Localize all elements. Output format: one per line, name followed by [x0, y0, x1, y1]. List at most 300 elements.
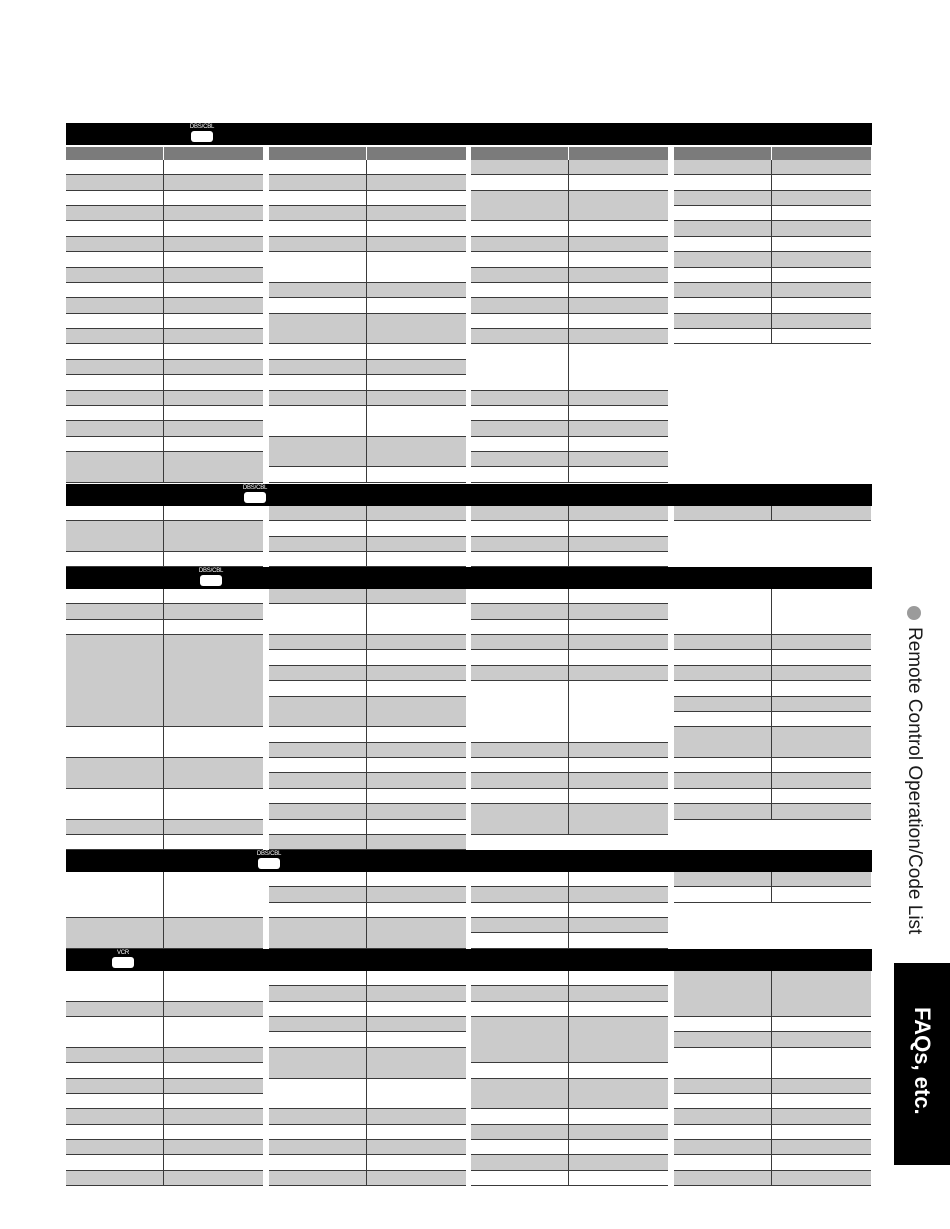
table-cell: [164, 635, 263, 727]
table-row: [269, 589, 466, 604]
table-cell: [269, 191, 367, 206]
table-row: [674, 329, 871, 344]
table-cell: [471, 620, 569, 635]
table-row: [674, 589, 871, 635]
table-cell: [569, 1109, 668, 1125]
table-cell: [269, 298, 367, 314]
table-cell: [674, 1109, 772, 1125]
table-row: [471, 452, 668, 467]
table-cell: [772, 804, 871, 820]
table-row: [674, 872, 871, 887]
table-cell: [367, 1002, 466, 1017]
table-cell: [269, 1125, 367, 1140]
table-cell: [269, 1002, 367, 1017]
table-cell: [66, 437, 164, 452]
table-cell: [164, 237, 263, 252]
dbs-cbl-button-icon: [199, 567, 223, 587]
table-cell: [471, 329, 569, 344]
table-row: [66, 191, 263, 206]
table-row: [674, 727, 871, 758]
table-cell: [471, 789, 569, 804]
table-row: [66, 1155, 263, 1171]
table-row: [674, 252, 871, 268]
table-cell: [66, 221, 164, 237]
table-row: [471, 804, 668, 835]
table-row: [66, 789, 263, 820]
table-row: [471, 437, 668, 452]
table-row: [471, 1155, 668, 1171]
table-row: [269, 697, 466, 727]
table-cell: [164, 360, 263, 375]
table-cell: [471, 681, 569, 743]
table-cell: [269, 635, 367, 650]
table-cell: [772, 635, 871, 650]
button-shape: [258, 858, 280, 869]
button-shape: [191, 131, 213, 142]
table-cell: [66, 589, 164, 604]
table-cell: [772, 221, 871, 237]
table-row: [471, 506, 668, 521]
table-cell: [164, 1140, 263, 1155]
table-cell: [66, 391, 164, 406]
table-cell: [164, 191, 263, 206]
table-cell: [772, 206, 871, 221]
table-cell: [367, 872, 466, 887]
table-cell: [367, 1017, 466, 1032]
table-row: [674, 804, 871, 820]
table-row: [674, 887, 871, 903]
table-cell: [471, 1155, 569, 1171]
table-cell: [772, 283, 871, 298]
table-cell: [569, 971, 668, 986]
table-row: [269, 681, 466, 697]
table-cell: [674, 872, 772, 887]
table-cell: [269, 758, 367, 773]
table-cell: [164, 1017, 263, 1048]
table-cell: [269, 206, 367, 221]
table-cell: [772, 268, 871, 283]
table-cell: [66, 160, 164, 175]
table-cell: [164, 872, 263, 918]
table-row: [471, 918, 668, 933]
table-row: [471, 1002, 668, 1017]
table-row: [471, 650, 668, 666]
table-cell: [674, 160, 772, 175]
table-row: [66, 918, 263, 949]
table-row: [66, 314, 263, 329]
table-row: [269, 789, 466, 804]
table-cell: [569, 437, 668, 452]
table-row: [269, 175, 466, 191]
table-cell: [471, 452, 569, 467]
table-cell: [569, 283, 668, 298]
table-cell: [367, 175, 466, 191]
table-row: [66, 1140, 263, 1155]
table-cell: [772, 773, 871, 789]
table-cell: [772, 1109, 871, 1125]
table-row: [269, 375, 466, 391]
table-row: [471, 887, 668, 903]
table-cell: [674, 237, 772, 252]
table-cell: [569, 1063, 668, 1079]
table-cell: [367, 697, 466, 727]
table-row: [66, 1094, 263, 1109]
table-cell: [367, 666, 466, 681]
table-cell: [367, 221, 466, 237]
table-cell: [367, 406, 466, 437]
button-label: DBS/CBL: [242, 485, 268, 491]
table-row: [674, 635, 871, 650]
table-cell: [367, 758, 466, 773]
table-cell: [367, 298, 466, 314]
table-row: [269, 521, 466, 537]
table-cell: [66, 1079, 164, 1094]
table-cell: [674, 650, 772, 666]
table-cell: [164, 1063, 263, 1079]
table-cell: [772, 971, 871, 1017]
table-cell: [569, 391, 668, 406]
table-row: [269, 537, 466, 552]
table-row: [674, 206, 871, 221]
table-cell: [569, 933, 668, 949]
table-row: [674, 773, 871, 789]
table-row: [66, 298, 263, 314]
table-cell: [269, 175, 367, 191]
table-cell: [66, 1109, 164, 1125]
column-header-cell: [367, 147, 466, 160]
table-row: [269, 971, 466, 986]
table-cell: [674, 773, 772, 789]
table-cell: [471, 918, 569, 933]
table-row: [674, 758, 871, 773]
table-cell: [569, 604, 668, 620]
table-row: [66, 391, 263, 406]
table-cell: [164, 1079, 263, 1094]
column-header: [66, 147, 263, 160]
table-cell: [569, 887, 668, 903]
table-cell: [367, 918, 466, 949]
table-row: [66, 421, 263, 437]
table-cell: [569, 160, 668, 175]
table-cell: [269, 773, 367, 789]
table-cell: [269, 360, 367, 375]
table-cell: [674, 887, 772, 903]
table-cell: [772, 1048, 871, 1079]
table-cell: [674, 506, 772, 521]
table-cell: [269, 650, 367, 666]
table-cell: [471, 666, 569, 681]
table-row: [66, 375, 263, 391]
table-cell: [164, 1155, 263, 1171]
table-row: [66, 437, 263, 452]
table-cell: [66, 314, 164, 329]
table-row: [674, 221, 871, 237]
table-cell: [269, 344, 367, 360]
table-cell: [66, 727, 164, 758]
table-cell: [674, 712, 772, 727]
table-cell: [471, 589, 569, 604]
table-cell: [269, 1079, 367, 1109]
table-cell: [569, 452, 668, 467]
table-cell: [772, 1017, 871, 1032]
table-row: [66, 521, 263, 552]
table-cell: [569, 1171, 668, 1186]
table-cell: [569, 789, 668, 804]
table-cell: [471, 221, 569, 237]
table-row: [269, 887, 466, 903]
table-cell: [269, 506, 367, 521]
table-cell: [66, 971, 164, 1002]
table-cell: [569, 237, 668, 252]
table-cell: [269, 375, 367, 391]
table-cell: [269, 789, 367, 804]
table-row: [674, 681, 871, 697]
table-cell: [569, 1155, 668, 1171]
table-row: [471, 589, 668, 604]
table-cell: [66, 191, 164, 206]
table-cell: [269, 1155, 367, 1171]
section-header-bar: [66, 850, 872, 872]
table-cell: [164, 918, 263, 949]
table-cell: [674, 268, 772, 283]
table-row: [674, 971, 871, 1017]
table-row: [471, 252, 668, 268]
table-cell: [471, 237, 569, 252]
table-cell: [674, 727, 772, 758]
column-header-cell: [164, 147, 263, 160]
table-cell: [471, 903, 569, 918]
table-cell: [674, 1079, 772, 1094]
table-cell: [674, 971, 772, 1017]
table-cell: [569, 467, 668, 483]
table-row: [471, 604, 668, 620]
table-cell: [674, 758, 772, 773]
table-cell: [471, 521, 569, 537]
vcr-button-icon: [111, 949, 135, 969]
table-cell: [367, 1048, 466, 1079]
table-cell: [367, 160, 466, 175]
table-row: [674, 506, 871, 521]
table-row: [66, 727, 263, 758]
table-cell: [772, 252, 871, 268]
table-cell: [269, 971, 367, 986]
table-cell: [269, 237, 367, 252]
table-row: [471, 421, 668, 437]
table-cell: [66, 375, 164, 391]
table-row: [269, 1002, 466, 1017]
column-header-cell: [674, 147, 771, 160]
table-row: [674, 191, 871, 206]
table-cell: [66, 252, 164, 268]
table-cell: [367, 650, 466, 666]
table-cell: [471, 804, 569, 835]
column-header: [674, 147, 871, 160]
table-row: [269, 506, 466, 521]
table-cell: [569, 1017, 668, 1063]
table-cell: [66, 1140, 164, 1155]
table-row: [471, 1125, 668, 1140]
table-row: [269, 206, 466, 221]
table-cell: [569, 314, 668, 329]
table-row: [269, 986, 466, 1002]
table-cell: [772, 1079, 871, 1094]
table-cell: [66, 1094, 164, 1109]
table-cell: [367, 743, 466, 758]
table-row: [471, 1140, 668, 1155]
table-cell: [66, 421, 164, 437]
table-row: [674, 175, 871, 191]
table-cell: [269, 1017, 367, 1032]
table-cell: [269, 406, 367, 437]
table-cell: [66, 835, 164, 850]
table-row: [269, 1032, 466, 1048]
table-row: [471, 635, 668, 650]
table-cell: [269, 872, 367, 887]
table-cell: [367, 391, 466, 406]
table-cell: [269, 589, 367, 604]
table-cell: [674, 1171, 772, 1186]
table-cell: [772, 589, 871, 635]
table-row: [66, 758, 263, 789]
table-cell: [674, 298, 772, 314]
section-header-bar: [66, 484, 872, 506]
table-cell: [569, 252, 668, 268]
table-cell: [471, 537, 569, 552]
table-cell: [164, 391, 263, 406]
table-row: [269, 360, 466, 375]
table-cell: [367, 467, 466, 483]
table-cell: [269, 887, 367, 903]
table-cell: [367, 283, 466, 298]
table-cell: [164, 160, 263, 175]
table-cell: [66, 918, 164, 949]
table-cell: [471, 1079, 569, 1109]
table-row: [66, 221, 263, 237]
table-row: [471, 666, 668, 681]
table-cell: [164, 206, 263, 221]
table-cell: [367, 1140, 466, 1155]
table-cell: [772, 506, 871, 521]
table-cell: [66, 206, 164, 221]
table-cell: [569, 344, 668, 391]
table-cell: [164, 314, 263, 329]
table-cell: [367, 1079, 466, 1109]
table-row: [674, 1155, 871, 1171]
table-cell: [66, 175, 164, 191]
table-row: [471, 283, 668, 298]
table-cell: [471, 1063, 569, 1079]
table-cell: [269, 1109, 367, 1125]
table-cell: [772, 872, 871, 887]
table-cell: [471, 1125, 569, 1140]
table-row: [674, 237, 871, 252]
table-cell: [367, 820, 466, 835]
table-row: [471, 872, 668, 887]
table-row: [66, 552, 263, 567]
table-cell: [269, 681, 367, 697]
table-cell: [367, 789, 466, 804]
table-row: [269, 391, 466, 406]
column-header: [269, 147, 466, 160]
table-cell: [772, 160, 871, 175]
table-row: [66, 283, 263, 298]
table-cell: [164, 406, 263, 421]
table-cell: [674, 314, 772, 329]
table-row: [674, 697, 871, 712]
table-row: [471, 1171, 668, 1186]
table-row: [269, 635, 466, 650]
table-cell: [269, 537, 367, 552]
table-row: [471, 620, 668, 635]
table-cell: [269, 666, 367, 681]
table-cell: [772, 727, 871, 758]
table-cell: [471, 986, 569, 1002]
table-row: [269, 666, 466, 681]
table-cell: [66, 872, 164, 918]
table-row: [269, 437, 466, 467]
table-cell: [269, 221, 367, 237]
table-cell: [674, 666, 772, 681]
table-cell: [569, 1079, 668, 1109]
table-row: [269, 406, 466, 437]
table-cell: [164, 521, 263, 552]
table-row: [66, 160, 263, 175]
table-cell: [164, 437, 263, 452]
table-cell: [164, 298, 263, 314]
table-cell: [471, 552, 569, 567]
table-row: [674, 1109, 871, 1125]
table-cell: [269, 252, 367, 283]
table-cell: [269, 1140, 367, 1155]
table-cell: [471, 1140, 569, 1155]
table-row: [471, 552, 668, 567]
table-row: [674, 268, 871, 283]
table-cell: [471, 650, 569, 666]
table-row: [66, 604, 263, 620]
table-row: [269, 1079, 466, 1109]
table-row: [66, 1002, 263, 1017]
table-row: [471, 160, 668, 175]
table-cell: [772, 1125, 871, 1140]
table-row: [471, 1017, 668, 1063]
table-cell: [66, 635, 164, 727]
table-cell: [164, 620, 263, 635]
table-cell: [66, 283, 164, 298]
faqs-tab: [894, 963, 950, 1165]
table-row: [269, 1048, 466, 1079]
table-cell: [269, 552, 367, 567]
table-row: [674, 1048, 871, 1079]
table-cell: [471, 298, 569, 314]
table-cell: [471, 391, 569, 406]
table-row: [674, 1032, 871, 1048]
table-row: [471, 971, 668, 986]
table-cell: [367, 206, 466, 221]
table-row: [471, 1063, 668, 1079]
table-cell: [471, 1017, 569, 1063]
table-row: [269, 872, 466, 887]
table-cell: [367, 773, 466, 789]
table-cell: [674, 175, 772, 191]
table-cell: [66, 1171, 164, 1186]
table-cell: [66, 604, 164, 620]
table-cell: [772, 758, 871, 773]
table-cell: [164, 283, 263, 298]
table-cell: [367, 635, 466, 650]
table-cell: [269, 697, 367, 727]
table-row: [471, 933, 668, 949]
table-cell: [569, 221, 668, 237]
